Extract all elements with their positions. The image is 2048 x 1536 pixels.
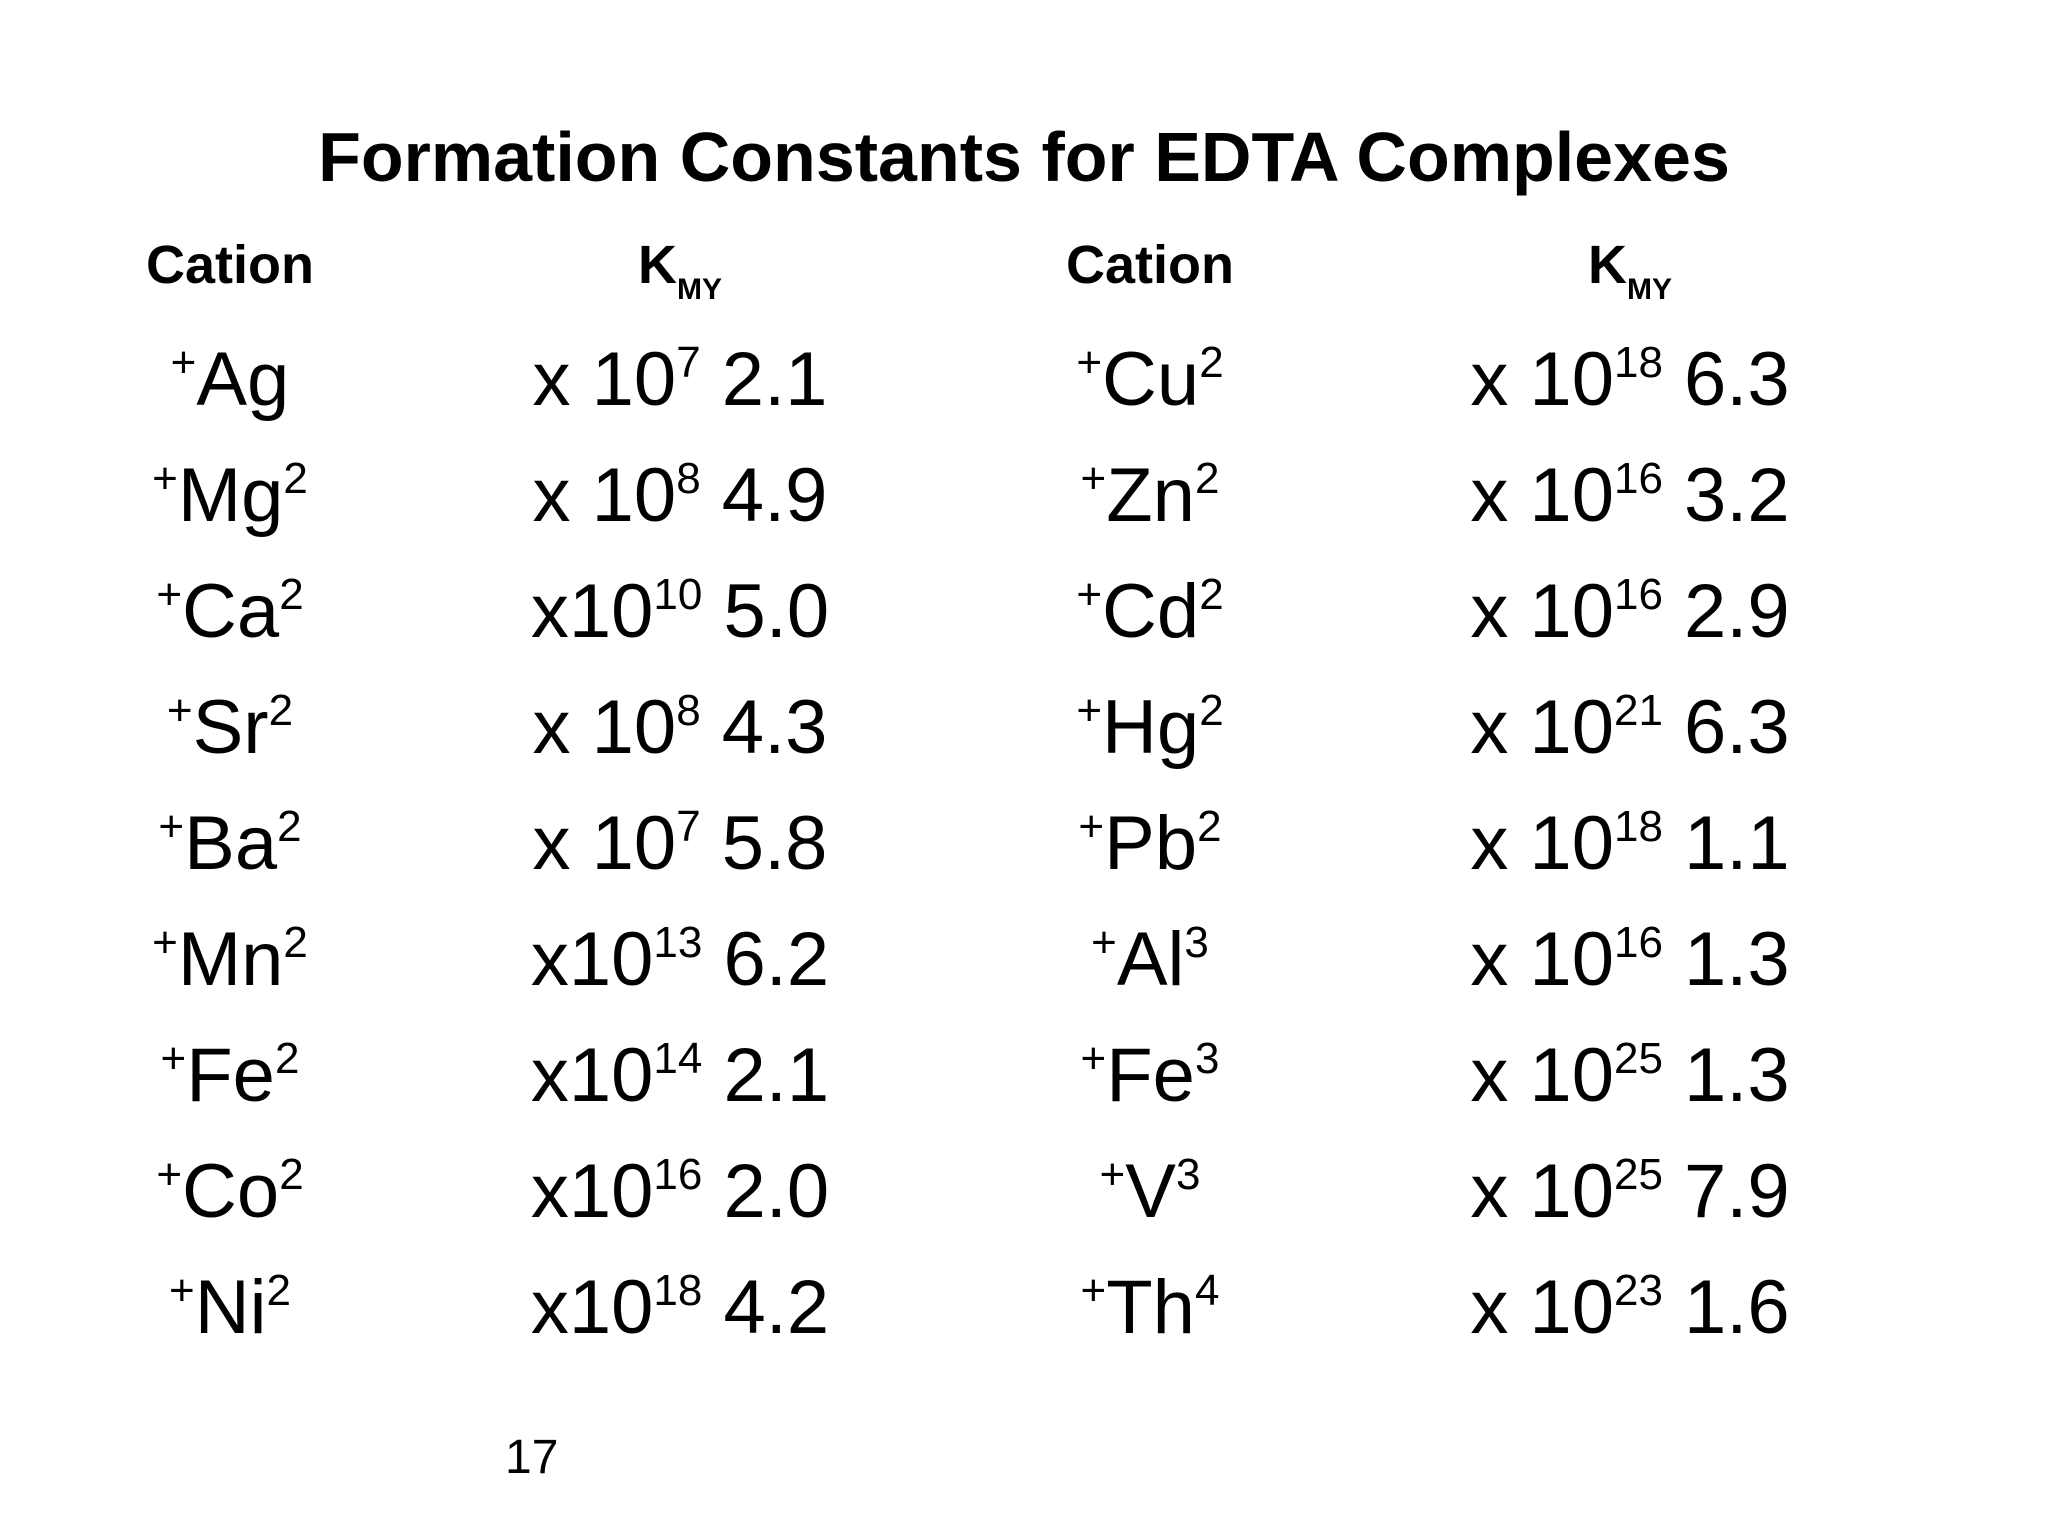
k-coefficient: 6.3 <box>1662 337 1790 422</box>
k-times: x 10 <box>532 453 677 538</box>
k-times: x 10 <box>532 801 677 886</box>
right-k-cell <box>1420 910 1840 1010</box>
k-coefficient: 6.2 <box>702 917 830 1002</box>
k-exponent: 7 <box>676 802 701 851</box>
cation-symbol: Hg <box>1102 685 1200 770</box>
right-k-cell <box>1420 1142 1840 1242</box>
k-coefficient: 1.6 <box>1662 1265 1790 1350</box>
cation-charge: 2 <box>274 1034 300 1083</box>
cation-prefix: + <box>156 1150 183 1199</box>
k-coefficient: 6.3 <box>1662 685 1790 770</box>
cation-symbol: Al <box>1116 917 1185 1002</box>
k-exponent: 16 <box>1613 570 1663 619</box>
left-k-cell <box>480 1258 880 1358</box>
cation-symbol: Cd <box>1102 569 1200 654</box>
k-exponent: 16 <box>1613 918 1663 967</box>
left-k-cell <box>480 794 880 894</box>
k-coefficient: 4.9 <box>700 453 828 538</box>
k-exponent: 16 <box>653 1150 703 1199</box>
cation-charge: 2 <box>268 686 294 735</box>
right-cation-cell <box>1030 562 1270 662</box>
left-cation-cell <box>120 1258 340 1358</box>
k-exponent: 21 <box>1613 686 1663 735</box>
cation-prefix: + <box>1099 1150 1126 1199</box>
k-exponent: 25 <box>1613 1034 1663 1083</box>
cation-symbol: Ni <box>194 1265 267 1350</box>
cation-charge: 2 <box>1199 686 1224 735</box>
cation-symbol: Ba <box>184 801 278 886</box>
left-k-cell <box>480 446 880 546</box>
cation-prefix: + <box>160 1034 187 1083</box>
cation-charge: 2 <box>283 454 308 503</box>
cation-prefix: + <box>1080 454 1107 503</box>
k-coefficient: 1.3 <box>1662 917 1790 1002</box>
left-cation-cell <box>120 330 340 430</box>
cation-prefix: + <box>152 918 178 967</box>
left-k-cell <box>480 1142 880 1242</box>
k-times: x10 <box>530 569 654 654</box>
k-exponent: 18 <box>653 1266 703 1315</box>
left-cation-cell <box>120 562 340 662</box>
cation-prefix: + <box>158 802 185 851</box>
k-times: x 10 <box>532 685 677 770</box>
right-cation-cell <box>1030 910 1270 1010</box>
right-k-cell <box>1420 330 1840 430</box>
cation-symbol: Fe <box>186 1033 275 1118</box>
k-times: x 10 <box>532 337 677 422</box>
right-cation-cell <box>1030 1026 1270 1126</box>
left-k-cell <box>480 1026 880 1126</box>
k-coefficient: 5.0 <box>702 569 830 654</box>
cation-charge: 4 <box>1194 1266 1220 1315</box>
left-cation-cell <box>120 1026 340 1126</box>
header-k-subscript: MY <box>1627 273 1672 306</box>
header-cation-text: Cation <box>146 235 314 295</box>
cation-symbol: Zn <box>1106 453 1195 538</box>
cation-prefix: + <box>1076 686 1103 735</box>
k-coefficient: 5.8 <box>700 801 828 886</box>
cation-symbol: Co <box>182 1149 280 1234</box>
right-cation-cell <box>1030 1142 1270 1242</box>
cation-symbol: Ca <box>182 569 280 654</box>
cation-symbol: Ag <box>196 337 290 422</box>
cation-prefix: + <box>1076 570 1103 619</box>
cation-charge: 2 <box>277 802 302 851</box>
cation-prefix: + <box>1076 338 1103 387</box>
k-times: x 10 <box>1470 1265 1614 1350</box>
right-k-cell <box>1420 678 1840 778</box>
cation-symbol: Fe <box>1106 1033 1195 1118</box>
k-times: x10 <box>530 1265 654 1350</box>
left-k-cell <box>480 910 880 1010</box>
k-coefficient: 4.2 <box>702 1265 830 1350</box>
cation-prefix: + <box>1080 1034 1107 1083</box>
cation-charge: 2 <box>1194 454 1220 503</box>
k-exponent: 14 <box>653 1034 703 1083</box>
cation-prefix: + <box>166 686 193 735</box>
k-coefficient: 3.2 <box>1662 453 1790 538</box>
k-exponent: 8 <box>676 454 701 503</box>
k-coefficient: 1.3 <box>1662 1033 1790 1118</box>
header-kmy-right <box>1420 235 1840 320</box>
header-k-subscript: MY <box>677 273 722 306</box>
k-exponent: 7 <box>676 338 701 387</box>
left-cation-cell <box>120 1142 340 1242</box>
k-exponent: 18 <box>1613 338 1663 387</box>
left-k-cell <box>480 330 880 430</box>
cation-charge: 3 <box>1184 918 1209 967</box>
cation-symbol: Mg <box>177 453 284 538</box>
right-k-cell <box>1420 1026 1840 1126</box>
k-times: x10 <box>530 1149 654 1234</box>
left-cation-cell <box>120 446 340 546</box>
cation-prefix: + <box>152 454 178 503</box>
cation-prefix: + <box>169 1266 195 1315</box>
k-times: x 10 <box>1470 917 1614 1002</box>
left-cation-cell <box>120 910 340 1010</box>
left-k-cell <box>480 678 880 778</box>
k-times: x 10 <box>1470 1033 1614 1118</box>
k-times: x 10 <box>1470 685 1614 770</box>
cation-charge: 2 <box>1197 802 1222 851</box>
k-coefficient: 7.9 <box>1662 1149 1790 1234</box>
k-exponent: 13 <box>653 918 703 967</box>
right-k-cell <box>1420 446 1840 546</box>
k-coefficient: 2.0 <box>702 1149 830 1234</box>
right-k-cell <box>1420 1258 1840 1358</box>
cation-symbol: Mn <box>177 917 284 1002</box>
cation-prefix: + <box>1078 802 1105 851</box>
cation-charge: 3 <box>1194 1034 1220 1083</box>
k-times: x 10 <box>1470 569 1614 654</box>
cation-prefix: + <box>156 570 183 619</box>
page-number: 17 <box>505 1431 559 1484</box>
header-cation-right <box>1030 235 1270 295</box>
k-coefficient: 1.1 <box>1662 801 1790 886</box>
cation-charge: 2 <box>1199 570 1224 619</box>
k-exponent: 25 <box>1613 1150 1663 1199</box>
cation-charge: 2 <box>283 918 308 967</box>
k-coefficient: 2.1 <box>702 1033 830 1118</box>
cation-charge: 2 <box>279 1150 304 1199</box>
page-title: Formation Constants for EDTA Complexes <box>318 118 1730 196</box>
left-cation-cell <box>120 678 340 778</box>
k-times: x 10 <box>1470 337 1614 422</box>
left-k-cell <box>480 562 880 662</box>
cation-charge: 2 <box>1199 338 1224 387</box>
header-k-text: K <box>1588 235 1627 295</box>
right-cation-cell <box>1030 330 1270 430</box>
k-exponent: 23 <box>1613 1266 1663 1315</box>
right-cation-cell <box>1030 1258 1270 1358</box>
left-cation-cell <box>120 794 340 894</box>
cation-symbol: Th <box>1106 1265 1195 1350</box>
cation-symbol: Pb <box>1104 801 1198 886</box>
cation-prefix: + <box>1080 1266 1107 1315</box>
cation-charge: 2 <box>266 1266 291 1315</box>
right-k-cell <box>1420 794 1840 894</box>
cation-symbol: Sr <box>192 685 269 770</box>
k-coefficient: 2.9 <box>1662 569 1790 654</box>
header-kmy-left <box>480 235 880 320</box>
right-cation-cell <box>1030 678 1270 778</box>
right-cation-cell <box>1030 794 1270 894</box>
k-times: x 10 <box>1470 1149 1614 1234</box>
k-times: x10 <box>530 1033 654 1118</box>
k-times: x 10 <box>1470 453 1614 538</box>
k-times: x 10 <box>1470 801 1614 886</box>
right-cation-cell <box>1030 446 1270 546</box>
k-exponent: 18 <box>1613 802 1663 851</box>
right-k-cell <box>1420 562 1840 662</box>
cation-prefix: + <box>170 338 197 387</box>
cation-charge: 3 <box>1175 1150 1201 1199</box>
k-exponent: 16 <box>1613 454 1663 503</box>
cation-symbol: V <box>1125 1149 1176 1234</box>
k-times: x10 <box>530 917 654 1002</box>
header-k-text: K <box>638 235 677 295</box>
k-coefficient: 4.3 <box>700 685 828 770</box>
k-exponent: 10 <box>653 570 703 619</box>
cation-charge: 2 <box>279 570 304 619</box>
header-cation-text: Cation <box>1066 235 1234 295</box>
k-exponent: 8 <box>676 686 701 735</box>
cation-prefix: + <box>1091 918 1117 967</box>
k-coefficient: 2.1 <box>700 337 828 422</box>
header-cation-left <box>120 235 340 295</box>
cation-symbol: Cu <box>1102 337 1200 422</box>
